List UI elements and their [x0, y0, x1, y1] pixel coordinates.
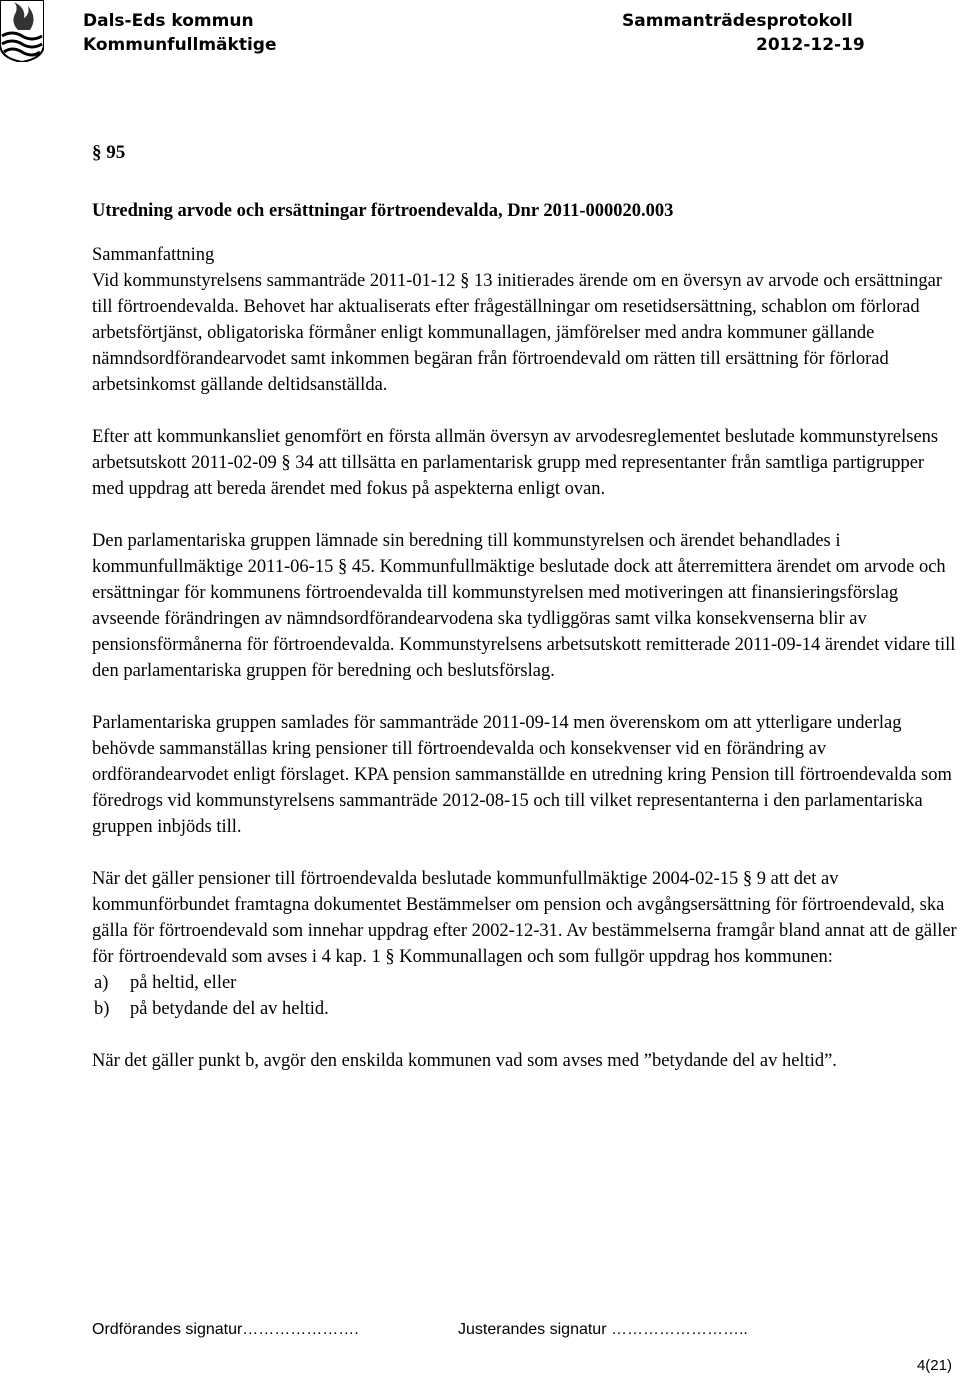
- header-doc-type: Sammanträdesprotokoll: [622, 11, 853, 31]
- summary-heading: Sammanfattning: [92, 245, 215, 265]
- adjuster-signature: Justerandes signatur ……………………..: [458, 1321, 748, 1338]
- section-sign: §: [92, 142, 102, 163]
- header-date: 2012-12-19: [756, 35, 865, 55]
- paragraph-2: Efter att kommunkansliet genomfört en första allmän översyn av arvodesreglementet beslutade kommunstyrelsens arbetsutskott 2011-02-09 § 34 att tillsätta en parlamentarisk grupp med representanter från samtliga partigrupper med uppdrag att bereda ärendet med fokus på aspekterna enligt ovan.: [92, 427, 939, 499]
- municipality-logo: [0, 0, 44, 62]
- list-item-label: b): [94, 999, 110, 1019]
- closing-paragraph: När det gäller punkt b, avgör den enskilda kommunen vad som avses med ”betydande del av heltid”.: [92, 1051, 837, 1071]
- list-item-text: på heltid, eller: [130, 973, 237, 993]
- section-number: [92, 138, 958, 168]
- paragraph-3: Den parlamentariska gruppen lämnade sin beredning till kommunstyrelsen och ärendet behandlades i kommunfullmäktige 2011-06-15 § 45. Kommunfullmäktige beslutade dock att återremittera ärendet om arvode och ersättningar för kommunens förtroendevalda till kommunstyrelsen med motiveringen att finansieringsförslag avseende förändringen av nämndsordförandearvodena ska tydliggöras samt vilka konsekvenserna blir av pensionsförmånerna för förtroendevalda. Kommunstyrelsens arbetsutskott remitterade 2011-09-14 ärendet vidare till den parlamentariska gruppen för beredning och beslutsförslag.: [92, 531, 956, 681]
- paragraph-5: När det gäller pensioner till förtroendevalda beslutade kommunfullmäktige 2004-02-15 § 9 att det av kommunförbundet framtagna dokumentet Bestämmelser om pension och avgångsersättning för förtroendevald, ska gälla för förtroendevald som innehar uppdrag efter 2002-12-31. Av bestämmelserna framgår bland annat att de gäller för förtroendevald som avses i 4 kap. 1 § Kommunallagen och som fullgör uppdrag hos kommunen:: [92, 869, 957, 967]
- list-item-label: a): [94, 973, 109, 993]
- chair-signature: Ordförandes signatur………………….: [92, 1321, 359, 1338]
- paragraph-1: Vid kommunstyrelsens sammanträde 2011-01-12 § 13 initierades ärende om en översyn av arvode och ersättningar till förtroendevalda. Behovet har aktualiserats efter frågeställningar om resetidsersättning, schablon om förlorad arbetsförtjänst, obligatoriska förmåner enligt kommunallagen, jämförelser med andra kommuner gällande nämndsordförandearvodet samt inkommen begäran från förtroendevald om rätten till ersättning för förlorad arbetsinkomst gällande deltidsanställda.: [92, 271, 942, 395]
- section-number-value: 95: [106, 142, 126, 163]
- list-item: [92, 996, 958, 1022]
- page-number: 4(21): [916, 1357, 952, 1374]
- section-title: Utredning arvode och ersättningar förtroendevalda, Dnr 2011-000020.003: [92, 201, 674, 221]
- eligibility-list: [92, 970, 958, 1022]
- list-item: [92, 970, 958, 996]
- paragraph-4: Parlamentariska gruppen samlades för sammanträde 2011-09-14 men överenskom om att ytterligare underlag behövde sammanställas kring pensioner till förtroendevalda och konsekvenser vid en förändring av ordförandearvodet enligt förslaget. KPA pension sammanställde en utredning kring Pension till förtroendevalda som föredrogs vid kommunstyrelsens sammanträde 2012-08-15 och till vilket representanterna i den parlamentariska gruppen inbjöds till.: [92, 713, 952, 837]
- header-body: Kommunfullmäktige: [83, 35, 277, 55]
- header-municipality: Dals-Eds kommun: [83, 11, 254, 31]
- list-item-text: på betydande del av heltid.: [130, 999, 329, 1019]
- protocol-body: [92, 138, 958, 1100]
